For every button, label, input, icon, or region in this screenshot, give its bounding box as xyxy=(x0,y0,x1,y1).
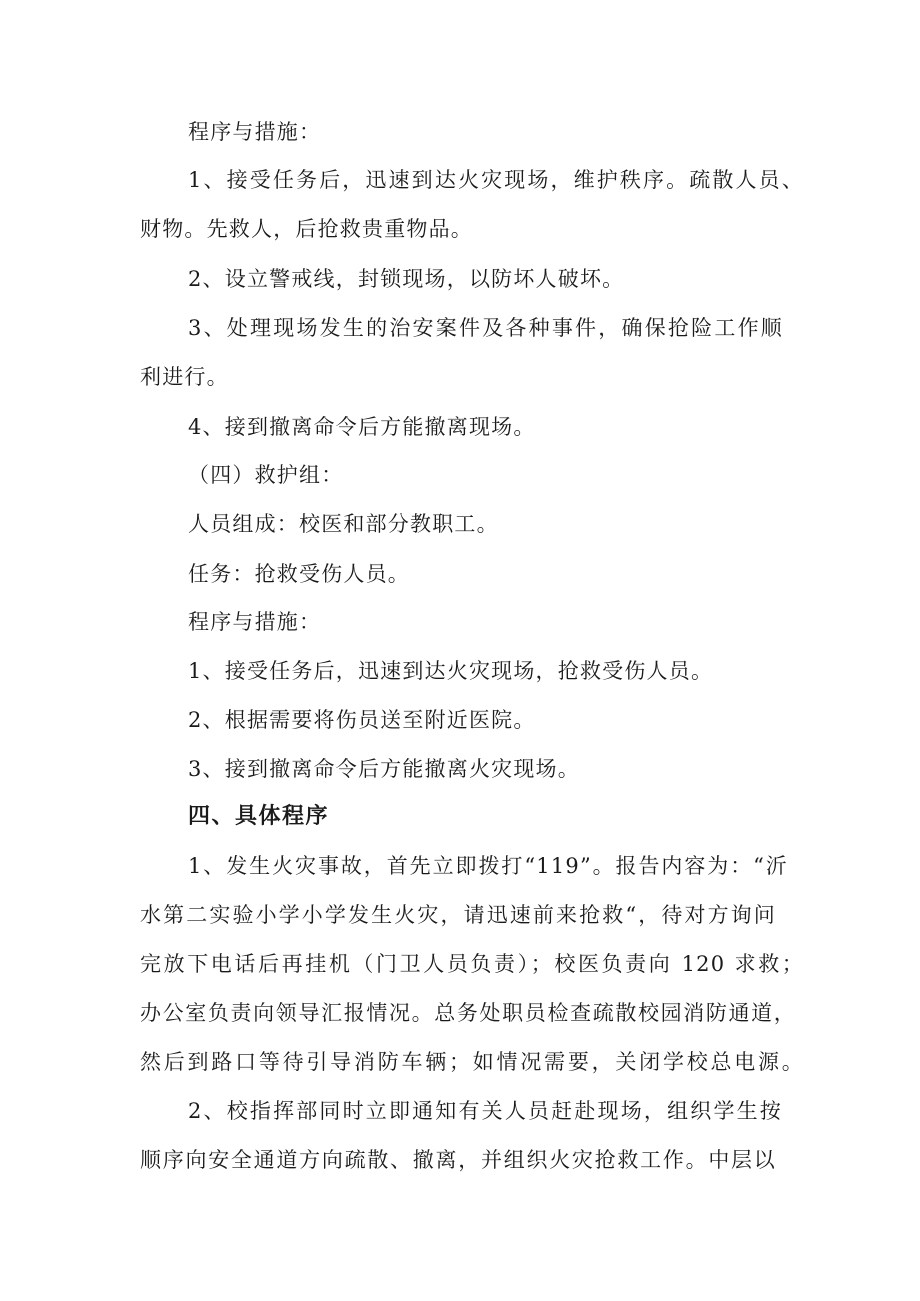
paragraph-line-procedures-2: 程序与措施： xyxy=(188,610,322,634)
paragraph-line-step-1-d: 办公室负责向领导汇报情况。总务处职员检查疏散校园消防通道， xyxy=(140,1001,796,1025)
paragraph-line-mission: 任务：抢救受伤人员。 xyxy=(188,562,410,586)
paragraph-line-rescue-2: 2、根据需要将伤员送至附近医院。 xyxy=(188,708,536,732)
paragraph-line-task-1-b: 财物。先救人，后抢救贵重物品。 xyxy=(140,217,473,241)
paragraph-line-rescue-3: 3、接到撤离命令后方能撤离火灾现场。 xyxy=(188,757,580,781)
paragraph-line-step-1-c: 完放下电话后再挂机（门卫人员负责）；校医负责向 120 求救； xyxy=(140,952,804,976)
paragraph-line-task-3-a: 3、处理现场发生的治安案件及各种事件，确保抢险工作顺 xyxy=(188,316,783,340)
paragraph-line-step-1-e: 然后到路口等待引导消防车辆；如情况需要，关闭学校总电源。 xyxy=(140,1050,804,1074)
paragraph-line-members: 人员组成：校医和部分教职工。 xyxy=(188,512,499,536)
paragraph-line-rescue-1: 1、接受任务后，迅速到达火灾现场，抢救受伤人员。 xyxy=(188,659,714,683)
paragraph-line-step-2-a: 2、校指挥部同时立即通知有关人员赶赴现场，组织学生按 xyxy=(188,1099,782,1123)
paragraph-line-procedures-1: 程序与措施： xyxy=(188,120,322,144)
paragraph-line-task-4: 4、接到撤离命令后方能撤离现场。 xyxy=(188,415,536,439)
paragraph-line-step-2-b: 顺序向安全通道方向疏散、撤离，并组织火灾抢救工作。中层以 xyxy=(140,1148,776,1172)
paragraph-line-task-3-b: 利进行。 xyxy=(140,365,229,389)
paragraph-line-task-2: 2、设立警戒线，封锁现场，以防坏人破坏。 xyxy=(188,267,625,291)
paragraph-line-task-1-a: 1、接受任务后，迅速到达火灾现场，维护秩序。疏散人员、 xyxy=(188,168,804,192)
section-heading-rescue-group: （四）救护组： xyxy=(188,463,344,487)
section-heading-procedures: 四、具体程序 xyxy=(188,804,330,829)
paragraph-line-step-1-a: 1、发生火灾事故，首先立即拨打“119”。报告内容为：“沂 xyxy=(188,854,788,878)
paragraph-line-step-1-b: 水第二实验小学小学发生火灾，请迅速前来抢救“，待对方询问 xyxy=(140,903,776,927)
